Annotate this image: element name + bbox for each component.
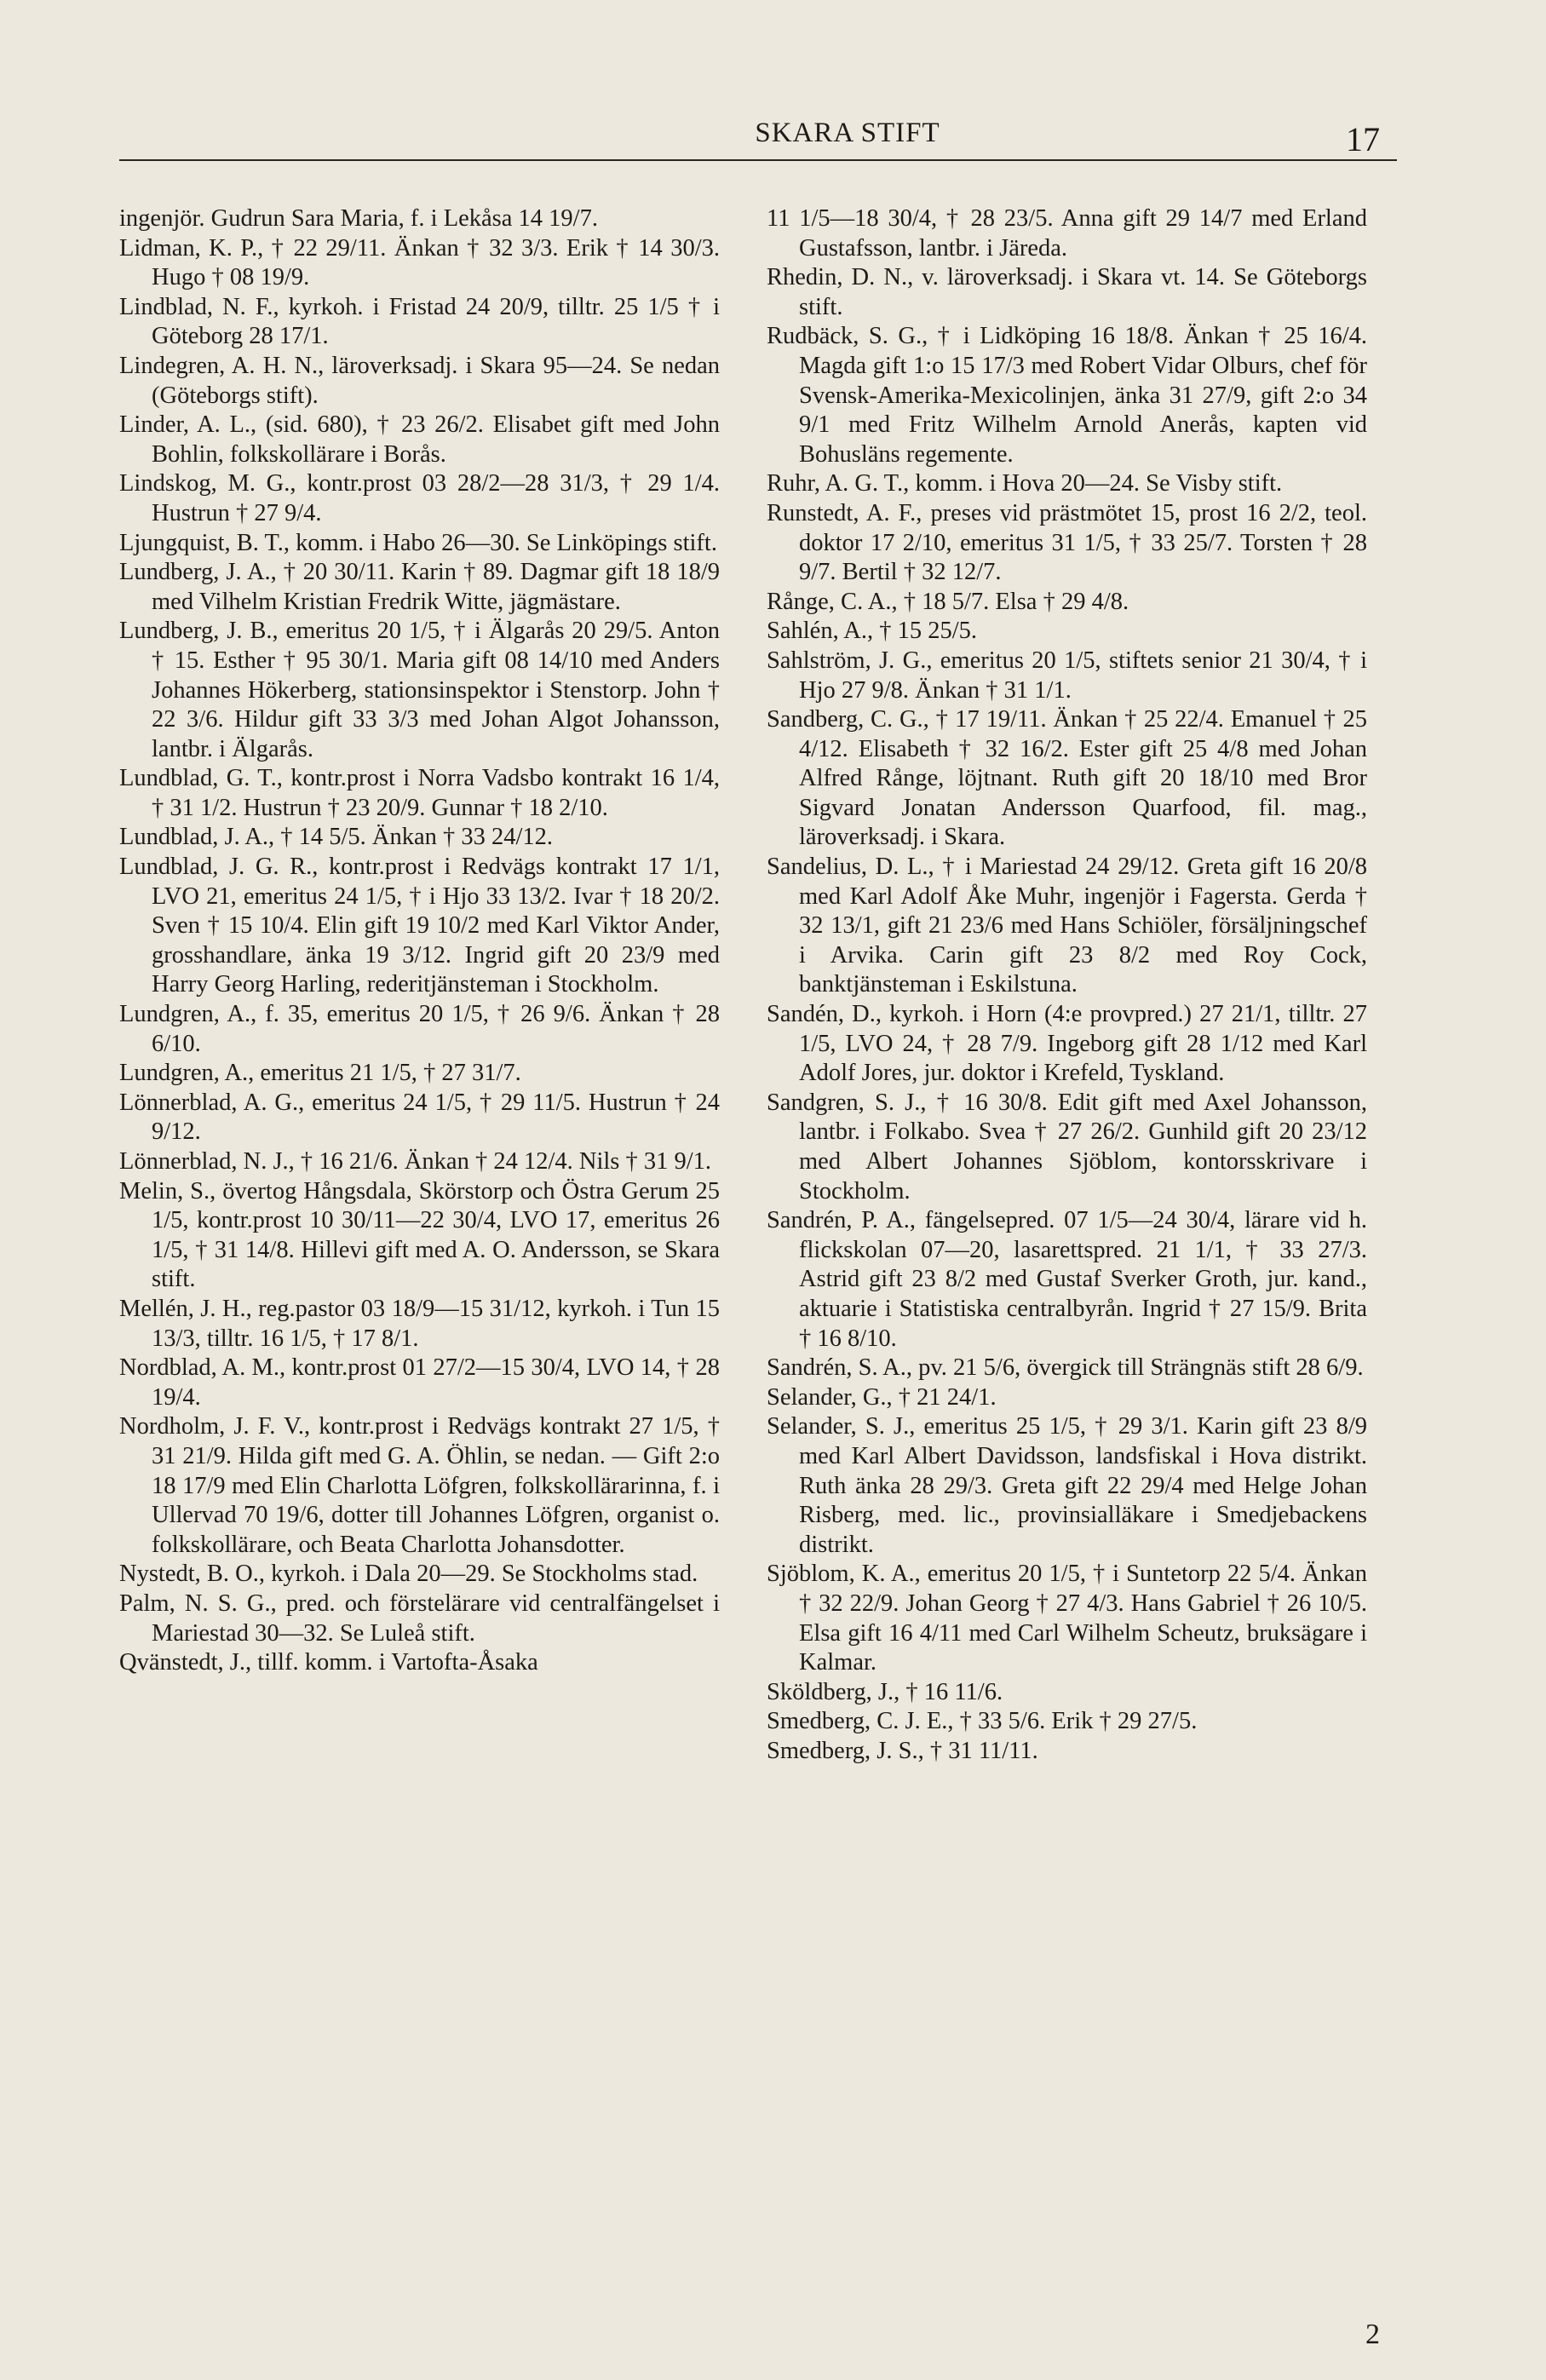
register-entry: Ruhr, A. G. T., komm. i Hova 20—24. Se Visby stift. xyxy=(767,470,1283,497)
register-entry: Smedberg, J. S., † 31 11/11. xyxy=(767,1737,1038,1764)
register-entry: Linder, A. L., (sid. 680), † 23 26/2. Elisabet gift med John Bohlin, folkskollärare i Borås. xyxy=(119,411,720,468)
register-entry: Lönnerblad, N. J., † 16 21/6. Änkan † 24 12/4. Nils † 31 9/1. xyxy=(119,1148,712,1175)
register-entry: Sandrén, S. A., pv. 21 5/6, övergick till Strängnäs stift 28 6/9. xyxy=(767,1354,1364,1382)
register-entry: Sandberg, C. G., † 17 19/11. Änkan † 25 22/4. Emanuel † 25 4/12. Elisabeth † 32 16/2. Ester gift 25 4/8 med Johan Alfred Rånge, löjtnant. Ruth gift 20 18/10 med Bror Sigvard Jonatan Andersson Quarfood, fil. mag., läroverksadj. i Skara. xyxy=(767,706,1367,851)
running-title: SKARA STIFT xyxy=(755,118,940,148)
register-entry: Sandrén, P. A., fängelsepred. 07 1/5—24 30/4, lärare vid h. flickskolan 07—20, lasarettspred. 21 1/1, † 33 27/3. Astrid gift 23 8/2 med Gustaf Sverker Groth, jur. kand., aktuarie i Statistiska centralbyrån. Ingrid † 27 15/9. Brita † 16 8/10. xyxy=(767,1207,1367,1352)
register-entry: Lundgren, A., f. 35, emeritus 20 1/5, † 26 9/6. Änkan † 28 6/10. xyxy=(119,1001,720,1057)
register-entry: Sandén, D., kyrkoh. i Horn (4:e provpred.) 27 21/1, tilltr. 27 1/5, LVO 24, † 28 7/9. Ingeborg gift 28 1/12 med Karl Adolf Jores, jur. doktor i Krefeld, Tyskland. xyxy=(767,1001,1367,1087)
left-column xyxy=(119,204,720,1678)
register-entry: Sjöblom, K. A., emeritus 20 1/5, † i Suntetorp 22 5/4. Änkan † 32 22/9. Johan Georg † 27 4/3. Hans Gabriel † 26 10/5. Elsa gift 16 4/11 med Carl Wilhelm Scheutz, bruksägare i Kalmar. xyxy=(767,1561,1367,1676)
register-entry: Rhedin, D. N., v. läroverksadj. i Skara vt. 14. Se Göteborgs stift. xyxy=(767,264,1367,320)
register-entry: Lundblad, J. G. R., kontr.prost i Redvägs kontrakt 17 1/1, LVO 21, emeritus 24 1/5, † i Hjo 33 13/2. Ivar † 18 20/2. Sven † 15 10/4. Elin gift 19 10/2 med Karl Viktor Ander, grosshandlare, änka 19 3/12. Ingrid gift 20 23/9 med Harry Georg Harling, rederitjänsteman i Stockholm. xyxy=(119,854,720,998)
register-entry: Sandgren, S. J., † 16 30/8. Edit gift med Axel Johansson, lantbr. i Folkabo. Svea † 27 26/2. Gunhild gift 20 23/12 med Albert Johannes Sjöblom, kontorsskrivare i Stockholm. xyxy=(767,1089,1367,1204)
register-entry: Lindskog, M. G., kontr.prost 03 28/2—28 31/3, † 29 1/4. Hustrun † 27 9/4. xyxy=(119,470,720,526)
register-entry: Sahlén, A., † 15 25/5. xyxy=(767,618,977,645)
register-entry: Lundberg, J. B., emeritus 20 1/5, † i Älgarås 20 29/5. Anton † 15. Esther † 95 30/1. Maria gift 08 14/10 med Anders Johannes Hökerberg, stationsinspektor i Stenstorp. John † 22 3/6. Hildur gift 33 3/3 med Johan Algot Johansson, lantbr. i Älgarås. xyxy=(119,618,720,762)
register-entry: ingenjör. Gudrun Sara Maria, f. i Lekåsa 14 19/7. xyxy=(119,205,598,232)
register-entry: 11 1/5—18 30/4, † 28 23/5. Anna gift 29 14/7 med Erland Gustafsson, lantbr. i Järeda. xyxy=(767,205,1367,262)
register-entry: Sahlström, J. G., emeritus 20 1/5, stiftets senior 21 30/4, † i Hjo 27 9/8. Änkan † 31 1/1. xyxy=(767,647,1367,704)
register-entry: Lundgren, A., emeritus 21 1/5, † 27 31/7. xyxy=(119,1060,521,1087)
sheet-number: 2 xyxy=(1365,2319,1380,2350)
register-entry: Smedberg, C. J. E., † 33 5/6. Erik † 29 27/5. xyxy=(767,1708,1198,1735)
register-entry: Lundblad, G. T., kontr.prost i Norra Vadsbo kontrakt 16 1/4, † 31 1/2. Hustrun † 23 20/9. Gunnar † 18 2/10. xyxy=(119,765,720,821)
register-entry: Lundblad, J. A., † 14 5/5. Änkan † 33 24/12. xyxy=(119,824,554,851)
register-entry: Ljungquist, B. T., komm. i Habo 26—30. Se Linköpings stift. xyxy=(119,529,717,556)
register-entry: Sandelius, D. L., † i Mariestad 24 29/12. Greta gift 16 20/8 med Karl Adolf Åke Muhr, ingenjör i Fagersta. Gerda † 32 13/1, gift 21 23/6 med Hans Schiöler, försäljningschef i Arvika. Carin gift 23 8/2 med Roy Cock, banktjänsteman i Eskilstuna. xyxy=(767,854,1367,998)
register-entry: Lundberg, J. A., † 20 30/11. Karin † 89. Dagmar gift 18 18/9 med Vilhelm Kristian Fredrik Witte, jägmästare. xyxy=(119,559,720,615)
register-entry: Runstedt, A. F., preses vid prästmötet 15, prost 16 2/2, teol. doktor 17 2/10, emeritus 31 1/5, † 33 25/7. Torsten † 28 9/7. Bertil † 32 12/7. xyxy=(767,499,1367,586)
page-number: 17 xyxy=(1346,120,1380,158)
header-rule xyxy=(119,159,1397,161)
register-entry: Qvänstedt, J., tillf. komm. i Vartofta-Åsaka xyxy=(119,1649,538,1676)
register-entry: Melin, S., övertog Hångsdala, Skörstorp och Östra Gerum 25 1/5, kontr.prost 10 30/11—22 30/4, LVO 17, emeritus 26 1/5, † 31 14/8. Hillevi gift med A. O. Andersson, se Skara stift. xyxy=(119,1177,720,1293)
register-entry: Mellén, J. H., reg.pastor 03 18/9—15 31/12, kyrkoh. i Tun 15 13/3, tilltr. 16 1/5, † 17 8/1. xyxy=(119,1295,720,1352)
register-entry: Palm, N. S. G., pred. och förstelärare vid centralfängelset i Mariestad 30—32. Se Luleå stift. xyxy=(119,1590,720,1647)
register-entry: Selander, G., † 21 24/1. xyxy=(767,1383,997,1411)
register-entry: Nystedt, B. O., kyrkoh. i Dala 20—29. Se Stockholms stad. xyxy=(119,1561,698,1588)
register-entry: Selander, S. J., emeritus 25 1/5, † 29 3/1. Karin gift 23 8/9 med Karl Albert Davidsson, landsfiskal i Hova distrikt. Ruth änka 28 29/3. Greta gift 22 29/4 med Helge Johan Risberg, med. lic., provinsialläkare i Smedjebackens distrikt. xyxy=(767,1413,1367,1558)
register-entry: Lönnerblad, A. G., emeritus 24 1/5, † 29 11/5. Hustrun † 24 9/12. xyxy=(119,1089,720,1146)
register-entry: Rånge, C. A., † 18 5/7. Elsa † 29 4/8. xyxy=(767,588,1129,615)
register-entry: Lindegren, A. H. N., läroverksadj. i Skara 95—24. Se nedan (Göteborgs stift). xyxy=(119,352,720,409)
register-entry: Lidman, K. P., † 22 29/11. Änkan † 32 3/3. Erik † 14 30/3. Hugo † 08 19/9. xyxy=(119,234,720,291)
right-column xyxy=(767,204,1367,1766)
register-entry: Nordblad, A. M., kontr.prost 01 27/2—15 30/4, LVO 14, † 28 19/4. xyxy=(119,1354,720,1411)
register-entry: Rudbäck, S. G., † i Lidköping 16 18/8. Änkan † 25 16/4. Magda gift 1:o 15 17/3 med Robert Vidar Olburs, chef för Svensk-Amerika-Mexicolinjen, änka 31 27/9, gift 2:o 34 9/1 med Fritz Wilhelm Arnold Anerås, kapten vid Bohusläns regemente. xyxy=(767,323,1367,468)
register-entry: Sköldberg, J., † 16 11/6. xyxy=(767,1678,1003,1705)
register-entry: Lindblad, N. F., kyrkoh. i Fristad 24 20/9, tilltr. 25 1/5 † i Göteborg 28 17/1. xyxy=(119,293,720,350)
register-entry: Nordholm, J. F. V., kontr.prost i Redvägs kontrakt 27 1/5, † 31 21/9. Hilda gift med G. A. Öhlin, se nedan. — Gift 2:o 18 17/9 med Elin Charlotta Löfgren, folkskollärarinna, f. i Ullervad 70 19/6, dotter till Johannes Löfgren, organist o. folkskollärare, och Beata Charlotta Johansdotter. xyxy=(119,1413,720,1558)
